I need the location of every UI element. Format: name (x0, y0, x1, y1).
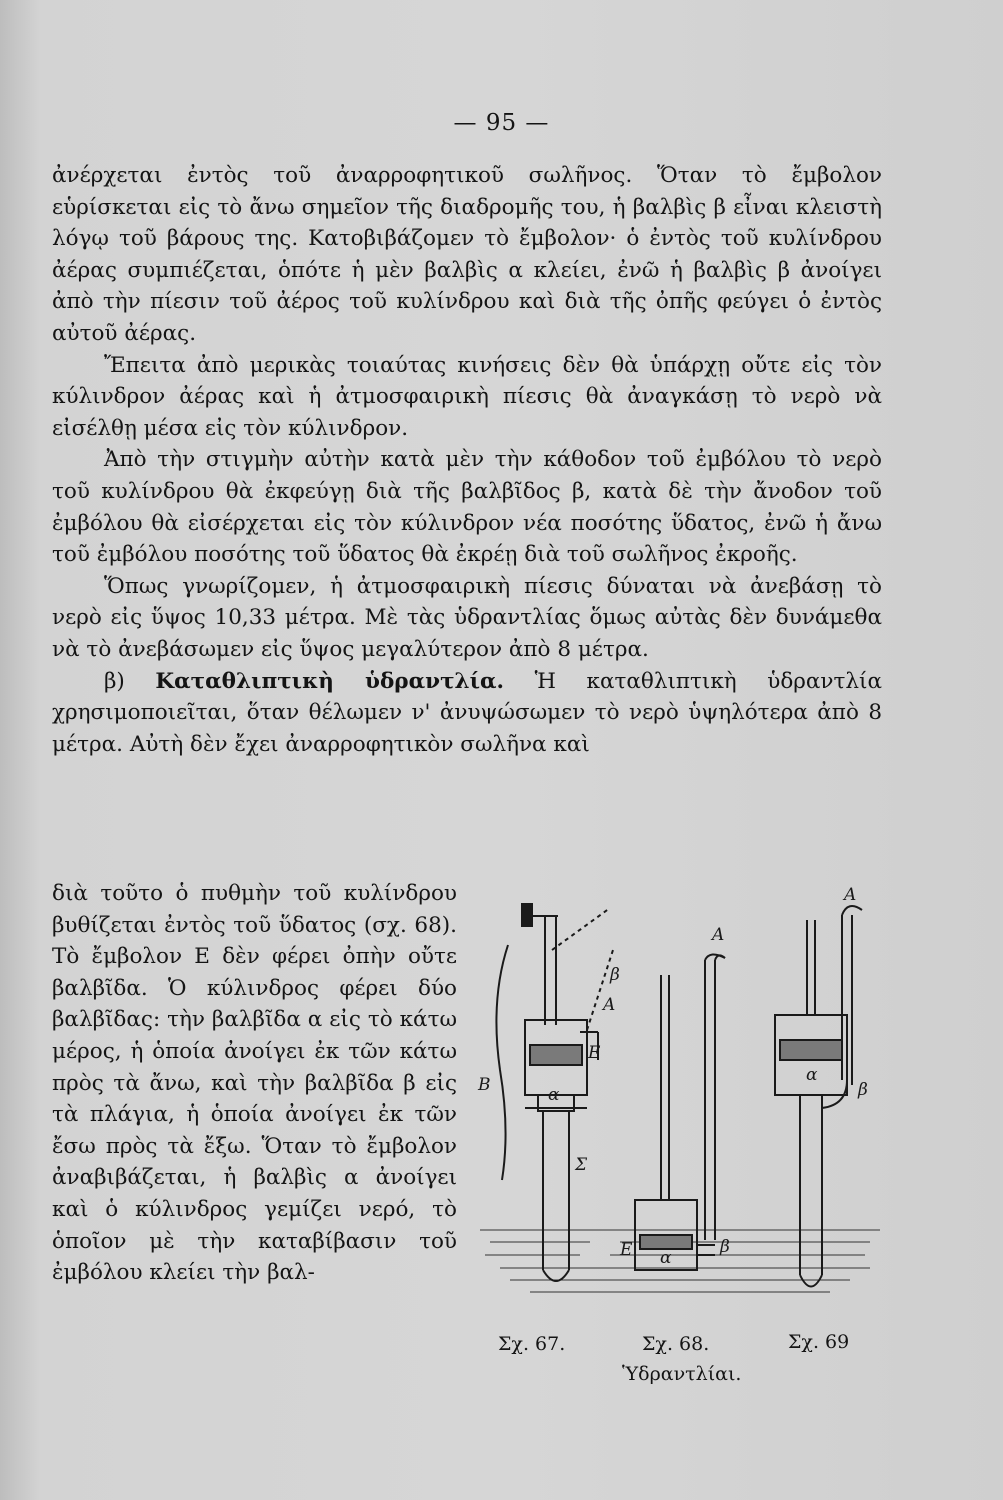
fig68-label-alpha: α (660, 1248, 672, 1268)
caption-fig68: Σχ. 68. (642, 1333, 710, 1355)
section-paragraph (52, 666, 882, 761)
caption-fig67: Σχ. 67. (498, 1333, 566, 1355)
fig69-label-beta: β (858, 1080, 868, 1100)
wrapped-text-column (52, 878, 457, 1289)
paragraph-1: ἀνέρχεται ἐντὸς τοῦ ἀναρροφητικοῦ σωλῆνος. Ὅταν τὸ ἔμβολον εὑρίσκεται εἰς τὸ ἄνω σημεῖον τῆς διαδρομῆς του, ἡ βαλβὶς β εἶναι κλειστὴ λόγῳ τοῦ βάρους της. Κατοβιβάζομεν τὸ ἔμβολον· ὁ ἐντὸς τοῦ κυλίνδρου ἀέρας συμπιέζεται, ὁπότε ἡ μὲν βαλβὶς α κλείει, ἐνῶ ἡ βαλβὶς β ἀνοίγει ἀπὸ τὴν πίεσιν τοῦ ἀέρος τοῦ κυλίνδρου καὶ διὰ τῆς ὀπῆς φεύγει ὁ ἐντὸς αὐτοῦ ἀέρας. (52, 163, 882, 346)
paragraph-3: Ἀπὸ τὴν στιγμὴν αὐτὴν κατὰ μὲν τὴν κάθοδον τοῦ ἐμβόλου τὸ νερὸ τοῦ κυλίνδρου θὰ ἐκφεύγῃ διὰ τῆς βαλβῖδος β, κατὰ δὲ τὴν ἄνοδον τοῦ ἐμβόλου θὰ εἰσέρχεται εἰς τὸν κύλινδρον νέα ποσότης ὕδατος, ἐνῶ ἡ ἄνω τοῦ ἐμβόλου ποσότης τοῦ ὕδατος θὰ ἐκρέῃ διὰ τοῦ σωλῆνος ἐκροῆς. (52, 447, 882, 568)
fig68-label-a: A (712, 925, 725, 945)
section-heading: Καταθλιπτικὴ ὑδραντλία. (155, 668, 505, 694)
body-text (52, 160, 882, 760)
wrapped-paragraph: διὰ τοῦτο ὁ πυθμὴν τοῦ κυλίνδρου βυθίζεται ἐντὸς τοῦ ὕδατος (σχ. 68). Τὸ ἔμβολον Ε δὲν φέρει ὀπὴν οὔτε βαλβῖδα. Ὁ κύλινδρος φέρει δύο βαλβῖδας: τὴν βαλβῖδα α εἰς τὸ κάτω μέρος, ἡ ὁποία ἀνοίγει ἐκ τῶν κάτω πρὸς τὰ ἄνω, καὶ τὴν βαλβῖδα β εἰς τὰ πλάγια, ἡ ὁποία ἀνοίγει ἐκ τῶν ἔσω πρὸς τὰ ἔξω. Ὅταν τὸ ἔμβολον ἀναβιβάζεται, ἡ βαλβὶς α ἀνοίγει καὶ ὁ κύλινδρος γεμίζει νερό, τὸ ὁποῖον μὲ τὴν καταβίβασιν τοῦ ἐμβόλου κλείει τὴν βαλ- (52, 881, 457, 1286)
fig68-label-e: E (620, 1240, 633, 1260)
pump-diagrams (470, 880, 890, 1400)
fig68-force-pump (635, 954, 725, 1270)
fig67-label-b: Β (478, 1075, 491, 1095)
fig68-label-beta: β (720, 1237, 730, 1257)
section-intro: Ἡ καταθλιπτικὴ ὑδραντλία χρησιμοποιεῖται, ὅταν θέλωμεν ν' ἀνυψώσωμεν τὸ νερὸ ὑψηλότερα ἀπὸ 8 μέτρα. Αὐτὴ δὲν ἔχει ἀναρροφητικὸν σωλῆνα καὶ (52, 668, 882, 757)
section-label: β) (104, 668, 125, 694)
fig67-label-beta-top: β (610, 965, 620, 985)
page-number: — 95 — (453, 110, 550, 136)
fig67-label-a: A (603, 995, 616, 1015)
paragraph-2: Ἔπειτα ἀπὸ μερικὰς τοιαύτας κινήσεις δὲν θὰ ὑπάρχῃ οὔτε εἰς τὸν κύλινδρον ἀέρας καὶ ἡ ἀτμοσφαιρικὴ πίεσις θὰ ἀναγκάσῃ τὸ νερὸ νὰ εἰσέλθῃ μέσα εἰς τὸν κύλινδρον. (52, 352, 882, 441)
fig69-label-a: A (844, 885, 857, 905)
fig67-label-alpha: α (548, 1085, 560, 1105)
fig69-label-alpha: α (806, 1065, 818, 1085)
caption-fig69: Σχ. 69 (788, 1331, 850, 1353)
pump-figure (470, 880, 890, 1400)
paragraph-4: Ὅπως γνωρίζομεν, ἡ ἀτμοσφαιρικὴ πίεσις δύναται νὰ ἀνεβάσῃ τὸ νερὸ εἰς ὕψος 10,33 μέτρα. Μὲ τὰς ὑδραντλίας ὅμως αὐτὰς δὲν δυνάμεθα νὰ τὸ ἀνεβάσωμεν εἰς ὕψος μεγαλύτερον ἀπὸ 8 μέτρα. (52, 573, 882, 662)
fig69-combined-pump (775, 906, 862, 1287)
figure-subtitle: Ὑδραντλίαι. (622, 1363, 742, 1385)
fig67-label-sigma: Σ (575, 1155, 588, 1175)
fig67-label-e: E (588, 1043, 601, 1063)
